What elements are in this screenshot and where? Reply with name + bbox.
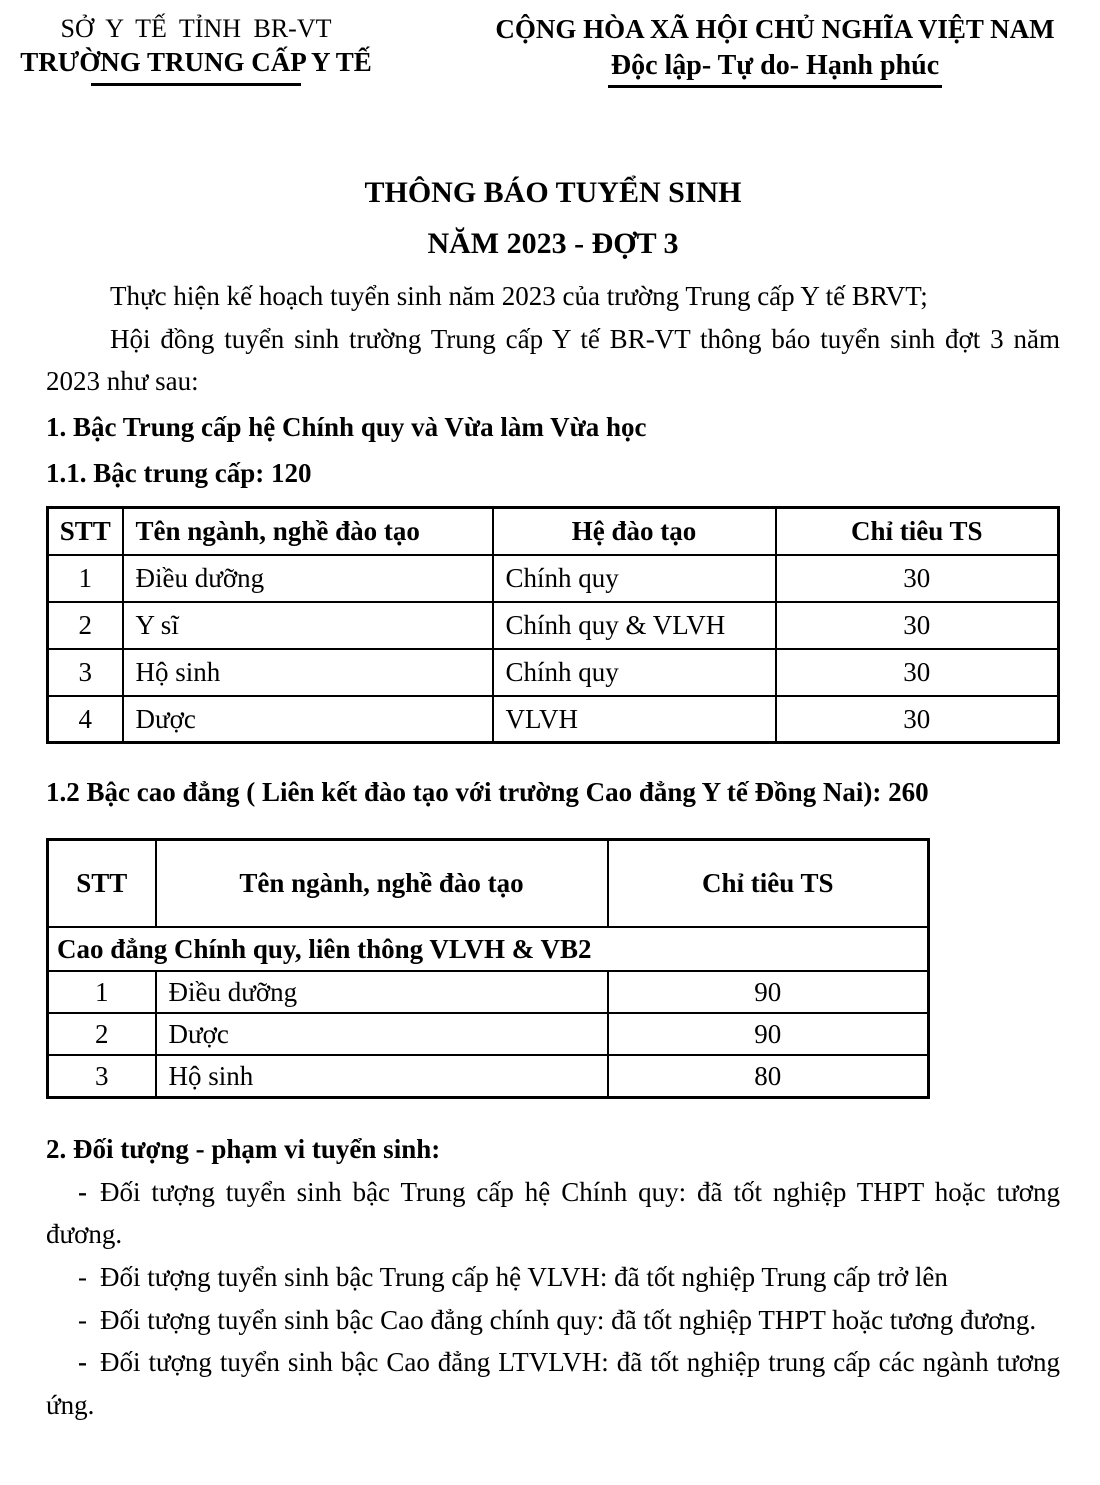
table-cell: 30 — [776, 555, 1059, 602]
section1-heading: 1. Bậc Trung cấp hệ Chính quy và Vừa làm Vừa học — [46, 411, 647, 442]
table-cell: 30 — [776, 696, 1059, 743]
column-header-chi-tieu: Chỉ tiêu TS — [608, 839, 929, 927]
document-title-line2: NĂM 2023 - ĐỢT 3 — [427, 227, 679, 260]
agency-name: TRƯỜNG TRUNG CẤP Y TẾ — [20, 47, 372, 77]
table-cell: 30 — [776, 649, 1059, 696]
table-cell: Điều dưỡng — [123, 555, 493, 602]
table-row — [48, 1013, 929, 1055]
national-motto: Độc lập- Tự do- Hạnh phúc — [608, 50, 942, 88]
table-row — [48, 649, 1059, 696]
table-cell: 90 — [608, 971, 929, 1013]
document-title — [46, 176, 1060, 261]
table-cell: Chính quy — [493, 649, 776, 696]
bullet-dash: - — [78, 1176, 87, 1207]
bullet-text: Đối tượng tuyển sinh bậc Trung cấp hệ Chính quy: đã tốt nghiệp THPT hoặc tương đương. — [46, 1176, 1060, 1250]
bullet-item-1 — [46, 1171, 1060, 1256]
header-left-rule — [91, 83, 301, 86]
table-cell: VLVH — [493, 696, 776, 743]
table-cell: Dược — [156, 1013, 608, 1055]
table-cell: 30 — [776, 602, 1059, 649]
cao-dang-quota-table — [46, 838, 930, 1099]
document-title-line1: THÔNG BÁO TUYỂN SINH — [364, 176, 742, 209]
bullet-dash: - — [78, 1347, 87, 1378]
section2-heading: 2. Đối tượng - phạm vi tuyển sinh: — [46, 1133, 441, 1164]
section1-2-heading: 1.2 Bậc cao đẳng ( Liên kết đào tạo với trường Cao đẳng Y tế Đồng Nai): 260 — [46, 777, 929, 808]
table-header-row — [48, 839, 929, 927]
bullet-item-4 — [46, 1341, 1060, 1426]
table-cell: 1 — [48, 555, 123, 602]
table-cell: 90 — [608, 1013, 929, 1055]
table-row — [48, 602, 1059, 649]
table-cell: Y sĩ — [123, 602, 493, 649]
bullet-text: Đối tượng tuyển sinh bậc Cao đẳng chính quy: đã tốt nghiệp THPT hoặc tương đương. — [100, 1304, 1037, 1335]
trung-cap-quota-table — [46, 506, 1060, 744]
table-cell: Chính quy & VLVH — [493, 602, 776, 649]
table-cell: Hộ sinh — [123, 649, 493, 696]
intro-paragraph-1: Thực hiện kế hoạch tuyển sinh năm 2023 của trường Trung cấp Y tế BRVT; — [110, 281, 928, 311]
table-cell: Hộ sinh — [156, 1055, 608, 1097]
document-header — [16, 14, 1060, 88]
table-row — [48, 971, 929, 1013]
bullet-dash: - — [78, 1261, 87, 1292]
table-cell: Dược — [123, 696, 493, 743]
table-cell: 3 — [48, 1055, 156, 1097]
column-header-he-dao-tao: Hệ đào tạo — [493, 508, 776, 555]
column-header-nganh: Tên ngành, nghề đào tạo — [123, 508, 493, 555]
table-group-row — [48, 927, 929, 971]
table-cell: Chính quy — [493, 555, 776, 602]
agency-parent-name: SỞ Y TẾ TỈNH BR-VT — [60, 14, 332, 43]
table-cell: 80 — [608, 1055, 929, 1097]
bullet-item-3 — [46, 1299, 1060, 1342]
table-row — [48, 1055, 929, 1097]
table-cell: 4 — [48, 696, 123, 743]
national-title: CỘNG HÒA XÃ HỘI CHỦ NGHĨA VIỆT NAM — [495, 14, 1055, 44]
column-header-nganh: Tên ngành, nghề đào tạo — [156, 839, 608, 927]
table-header-row — [48, 508, 1059, 555]
table-cell: 2 — [48, 1013, 156, 1055]
table-cell: 1 — [48, 971, 156, 1013]
national-motto-block — [490, 14, 1060, 88]
bullet-text: Đối tượng tuyển sinh bậc Cao đẳng LTVLVH: đã tốt nghiệp trung cấp các ngành tương ứng. — [46, 1347, 1060, 1420]
issuing-agency-block — [16, 14, 376, 88]
column-header-chi-tieu: Chỉ tiêu TS — [776, 508, 1059, 555]
bullet-text: Đối tượng tuyển sinh bậc Trung cấp hệ VLVH: đã tốt nghiệp Trung cấp trở lên — [100, 1261, 948, 1292]
table-cell: Điều dưỡng — [156, 971, 608, 1013]
table-row — [48, 555, 1059, 602]
section1-1-heading: 1.1. Bậc trung cấp: 120 — [46, 457, 312, 488]
table-cell: 3 — [48, 649, 123, 696]
column-header-stt: STT — [48, 839, 156, 927]
table-cell: 2 — [48, 602, 123, 649]
bullet-dash: - — [78, 1304, 87, 1335]
intro-paragraph-2: Hội đồng tuyển sinh trường Trung cấp Y tế BR-VT thông báo tuyển sinh đợt 3 năm 2023 như sau: — [46, 323, 1060, 397]
bullet-item-2 — [46, 1256, 1060, 1299]
group-row-label: Cao đẳng Chính quy, liên thông VLVH & VB2 — [48, 927, 929, 971]
column-header-stt: STT — [48, 508, 123, 555]
table-row — [48, 696, 1059, 743]
